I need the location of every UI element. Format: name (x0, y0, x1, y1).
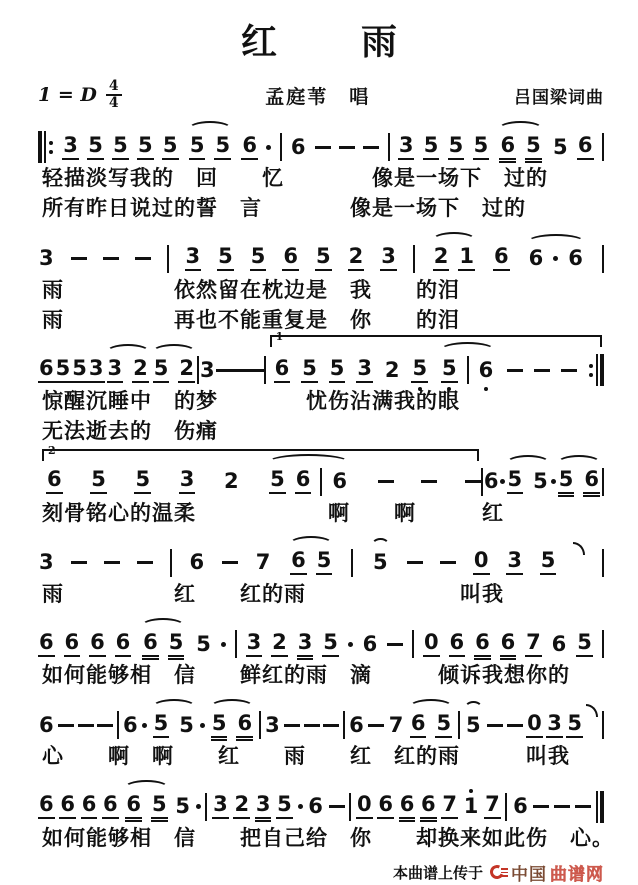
note: 5 (211, 713, 228, 738)
barline (412, 630, 414, 658)
rhythm-dot (196, 804, 201, 809)
note: 3 (506, 550, 523, 575)
note: 5 (90, 469, 107, 494)
note: 6 (142, 632, 159, 657)
singer-credit: 孟庭苇 唱 (265, 86, 371, 108)
barline (602, 245, 604, 273)
duration-dash (323, 724, 339, 727)
rhythm-dot (142, 723, 147, 728)
music-system-8 (38, 792, 614, 852)
key-signature (38, 79, 122, 112)
note: 6 (241, 135, 258, 160)
note: 6 (493, 246, 510, 271)
barline (413, 245, 415, 273)
duration-dash (222, 561, 238, 564)
note: 2 (433, 246, 450, 271)
footer (38, 860, 604, 885)
barline (170, 549, 172, 577)
note: 6 (38, 632, 55, 657)
note: 5 (533, 469, 548, 493)
slur-group (105, 355, 151, 383)
note: 2 (233, 794, 250, 819)
notes-row (38, 548, 604, 578)
barline (349, 793, 351, 821)
lyrics-line: 如何能够相 信 把自己给 你 却换来如此伤 心。 (42, 826, 614, 850)
duration-dash (407, 561, 423, 564)
note: 5 (372, 550, 388, 575)
notes-row (38, 443, 604, 497)
slur-group (187, 132, 233, 160)
repeat-dots (49, 141, 53, 154)
note: 6 (290, 550, 307, 575)
duration-dash (387, 643, 403, 646)
duration-dash (561, 369, 577, 372)
note: 6 (102, 794, 119, 819)
note: 6 (449, 632, 466, 657)
duration-dash (440, 561, 456, 564)
note: 3 (62, 135, 79, 160)
note: 5 (162, 135, 179, 160)
dot (49, 150, 53, 154)
duration-dash (533, 805, 549, 808)
barline (467, 356, 469, 384)
note: 6 (513, 794, 528, 818)
composer-credit: 吕国梁词曲 (514, 87, 604, 107)
note: 6 (38, 358, 55, 383)
note: 5 (441, 358, 458, 383)
note: 5 (250, 246, 267, 271)
note: 6 (123, 712, 138, 737)
music-system-1 (38, 132, 604, 223)
site-name-bold: 中国 (511, 864, 547, 884)
note: 6 (568, 246, 583, 270)
duration-dash (421, 480, 437, 483)
slur-group (151, 710, 197, 738)
barline (602, 630, 604, 658)
note: 5 (411, 358, 428, 383)
duration-dash (232, 369, 248, 372)
note: 6 (59, 794, 76, 819)
slur-group (497, 132, 543, 160)
note: 6 (64, 632, 81, 657)
barline (320, 468, 322, 496)
note: 5 (134, 469, 151, 494)
note: 5 (189, 135, 206, 160)
note: 5 (151, 794, 168, 819)
note: 6 (189, 550, 205, 575)
note: 5 (507, 469, 524, 494)
note: 6 (474, 632, 491, 657)
score (38, 132, 614, 852)
note: 6 (39, 712, 54, 737)
lyrics-line: 惊醒沉睡中 的梦 忧伤沾满我的眼 (42, 390, 460, 413)
dot (49, 141, 53, 145)
note: 5 (525, 135, 542, 160)
barline (343, 711, 345, 739)
repeat-thick-bar (600, 354, 604, 386)
note: 5 (423, 135, 440, 160)
slur-group (408, 710, 454, 738)
octave-dot-low (484, 387, 488, 391)
barline (235, 630, 237, 658)
repeat-thick-bar (600, 791, 604, 823)
note: 6 (290, 134, 306, 159)
note: 6 (577, 135, 594, 160)
note: 6 (236, 713, 253, 738)
music-system-4 (38, 443, 604, 527)
note: 7 (255, 550, 271, 575)
repeat-thin-bar (596, 354, 598, 386)
barline (259, 711, 261, 739)
tie-tail (586, 704, 598, 717)
note: 0 (526, 713, 543, 738)
slur-group (505, 469, 551, 494)
repeat-thick-bar (38, 131, 42, 163)
note: 5 (153, 713, 170, 738)
note: 5 (448, 135, 465, 160)
note: 5 (71, 358, 88, 383)
notes-row (38, 244, 604, 274)
duration-dash (315, 146, 331, 149)
note: 5 (316, 550, 333, 575)
duration-dash (304, 724, 320, 727)
lyrics-line: 无法逝去的 伤痛 (42, 420, 218, 444)
note: 2 (223, 469, 239, 493)
repeat-thin-bar (44, 131, 46, 163)
note: 3 (39, 550, 54, 575)
note: 5 (168, 632, 185, 657)
note: 7 (525, 632, 542, 657)
note: 3 (546, 713, 563, 738)
note: 3 (265, 712, 280, 737)
duration-dash (135, 257, 151, 260)
note: 6 (115, 632, 132, 657)
duration-dash (78, 724, 94, 727)
slur-group (439, 356, 496, 384)
lyrics-line: 雨 依然留在枕边是 我 的泪 (42, 278, 460, 302)
note: 2 (384, 357, 400, 382)
note: 6 (295, 469, 312, 494)
note: 5 (322, 632, 339, 657)
note: 2 (178, 358, 195, 383)
note: 6 (362, 631, 378, 656)
note: 6 (377, 794, 394, 819)
repeat-dots (589, 364, 593, 377)
volta-number: 2 (48, 443, 56, 457)
note: 7 (388, 712, 404, 737)
barline (264, 356, 266, 384)
note: 5 (329, 358, 346, 383)
note: 3 (88, 358, 105, 383)
barline (602, 549, 604, 577)
duration-dash (71, 257, 87, 260)
song-title: 红 雨 (240, 21, 401, 63)
duration-dash (378, 480, 394, 483)
notes-row (38, 792, 604, 822)
note: 5 (315, 246, 332, 271)
music-system-7 (38, 710, 604, 770)
duration-dash (97, 724, 113, 727)
slur-group (370, 552, 391, 573)
slur-group (463, 712, 484, 737)
barline (602, 133, 604, 161)
note: 7 (484, 794, 501, 819)
note: 3 (107, 358, 124, 383)
note: 3 (356, 358, 373, 383)
octave-dot-low (418, 387, 422, 391)
duration-dash (58, 724, 74, 727)
rhythm-dot (553, 256, 558, 261)
key-signature-text: 1 = D (38, 84, 97, 106)
duration-dash (71, 561, 87, 564)
note: 3 (185, 246, 202, 271)
slur-group (431, 246, 477, 271)
note: 6 (551, 631, 567, 656)
note: 6 (274, 358, 291, 383)
barline (117, 711, 119, 739)
lyrics-line: 雨 再也不能重复是 你 的泪 (42, 308, 460, 332)
volta-bracket (46, 443, 481, 496)
duration-dash (368, 724, 384, 727)
music-system-6 (38, 629, 604, 689)
note: 5 (276, 794, 293, 819)
lyrics-line: 所有昨日说过的誓 言 像是一场下 过的 (42, 197, 526, 221)
note: 6 (282, 246, 299, 271)
time-signature-denominator: 4 (108, 95, 119, 111)
duration-dash (137, 561, 153, 564)
barline (505, 793, 507, 821)
note: 5 (55, 358, 72, 383)
rhythm-dot (266, 145, 271, 150)
duration-dash (507, 369, 523, 372)
duration-dash (248, 369, 264, 372)
slur-group (288, 550, 334, 575)
tie-tail (573, 542, 585, 555)
volta-bracket (274, 330, 604, 386)
note: 5 (112, 135, 129, 160)
duration-dash (465, 480, 481, 483)
note: 6 (499, 135, 516, 160)
note: 3 (39, 246, 54, 270)
note: 5 (196, 631, 211, 656)
slur-group (556, 469, 602, 494)
duration-dash (284, 724, 300, 727)
music-system-2 (38, 244, 604, 335)
note: 5 (576, 632, 593, 657)
rhythm-dot (221, 642, 226, 647)
repeat-begin (38, 131, 54, 163)
note: 5 (87, 135, 104, 160)
note: 3 (246, 632, 263, 657)
octave-dot-low (447, 387, 451, 391)
note: 2 (271, 632, 288, 657)
lyrics-line: 如何能够相 信 鲜红的雨 滴 倾诉我想你的 (42, 664, 570, 687)
note: 5 (473, 135, 490, 160)
dot (589, 373, 593, 377)
lyrics-line: 轻描淡写我的 回 忆 像是一场下 过的 (42, 167, 548, 190)
time-signature-numerator: 4 (106, 79, 122, 96)
rhythm-dot (348, 642, 353, 647)
site-logo (490, 860, 604, 885)
note: 2 (132, 358, 149, 383)
note: 5 (179, 712, 194, 737)
notes-row (38, 330, 604, 385)
note: 3 (255, 794, 272, 819)
duration-dash (104, 561, 120, 564)
note: 1 (458, 246, 475, 271)
duration-dash (103, 257, 119, 260)
barline (351, 549, 353, 577)
barline (205, 793, 207, 821)
note: 6 (349, 712, 364, 737)
note: 6 (420, 794, 437, 819)
note: 5 (301, 358, 318, 383)
note: 5 (153, 358, 170, 383)
note: 6 (483, 469, 499, 493)
note: 2 (348, 246, 365, 271)
duration-dash (507, 724, 523, 727)
note: 1 (463, 796, 480, 817)
notes-row (38, 710, 604, 740)
note: 6 (500, 632, 517, 657)
note: 6 (332, 469, 348, 493)
barline (602, 711, 604, 739)
final-barline (596, 791, 604, 823)
note: 6 (528, 246, 544, 270)
note: 6 (38, 794, 55, 819)
note: 6 (410, 713, 427, 738)
note: 3 (200, 357, 215, 382)
slur-group (151, 355, 197, 383)
dot (589, 364, 593, 368)
note: 5 (137, 135, 154, 160)
rhythm-dot (298, 804, 303, 809)
duration-dash (216, 369, 232, 372)
music-system-3 (38, 330, 604, 446)
note: 7 (441, 794, 458, 819)
note: 5 (269, 469, 286, 494)
duration-dash (554, 805, 570, 808)
note: 6 (583, 469, 600, 494)
octave-dot-high (469, 789, 473, 793)
note: 5 (553, 134, 568, 159)
slur-group (267, 468, 350, 496)
duration-dash (487, 724, 503, 727)
volta-number: 1 (275, 330, 284, 343)
slur-group (123, 794, 169, 819)
duration-dash (575, 805, 591, 808)
note: 0 (423, 632, 440, 657)
note: 5 (214, 135, 231, 160)
duration-dash (534, 369, 550, 372)
repeat-end (588, 354, 604, 386)
slur-group (209, 710, 255, 738)
duration-dash (329, 805, 345, 808)
site-name-light: 曲谱网 (550, 864, 604, 884)
barline (602, 468, 604, 496)
note: 6 (399, 794, 416, 819)
note: 6 (308, 794, 323, 818)
note: 0 (356, 794, 373, 819)
note: 3 (297, 632, 314, 657)
note: 6 (478, 360, 495, 381)
rhythm-dot (200, 723, 205, 728)
note: 5 (435, 713, 452, 738)
slur-group (526, 248, 586, 269)
lyrics-line: 心 啊 啊 红 雨 红 红的雨 叫我 (42, 745, 570, 769)
score-meta-row (38, 79, 604, 111)
duration-dash (339, 146, 355, 149)
barline (167, 245, 169, 273)
note: 5 (566, 713, 583, 738)
note: 3 (212, 794, 229, 819)
music-system-5 (38, 548, 604, 608)
note: 3 (398, 135, 415, 160)
note: 6 (89, 632, 106, 657)
note: 0 (473, 550, 490, 575)
barline (388, 133, 390, 161)
duration-dash (363, 146, 379, 149)
note: 5 (466, 712, 481, 737)
upload-note-text: 本曲谱上传于 (392, 864, 483, 882)
note: 6 (46, 469, 63, 494)
note: 6 (81, 794, 98, 819)
lyrics-line: 雨 红 红的雨 叫我 (42, 582, 504, 606)
note: 5 (175, 794, 190, 818)
lyrics-line: 刻骨铭心的温柔 啊 啊 红 (42, 501, 504, 525)
slur-group (140, 629, 186, 657)
notes-row (38, 132, 604, 162)
note: 3 (380, 246, 397, 271)
repeat-thin-bar (596, 791, 598, 823)
note: 5 (558, 469, 575, 494)
barline (458, 711, 460, 739)
note: 5 (217, 246, 234, 271)
barline (280, 133, 282, 161)
logo-c-icon (488, 863, 506, 881)
note: 5 (540, 550, 557, 575)
time-signature (106, 79, 122, 112)
note: 6 (125, 794, 142, 819)
note: 3 (179, 469, 196, 494)
notes-row (38, 629, 604, 659)
